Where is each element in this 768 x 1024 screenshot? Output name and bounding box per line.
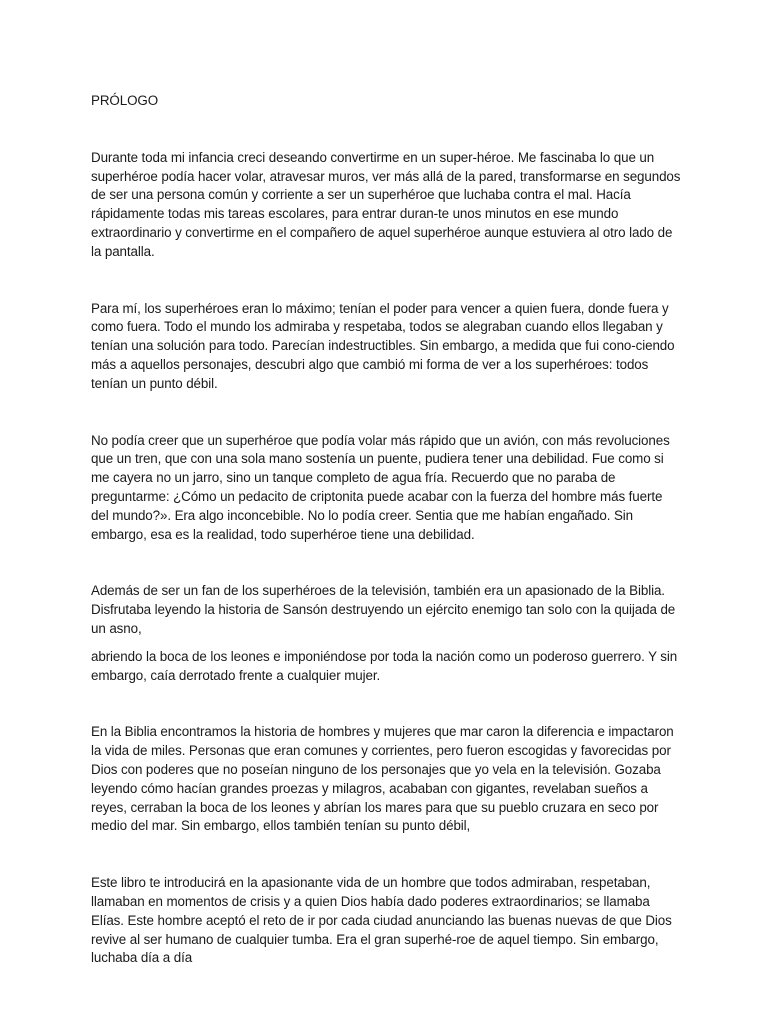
paragraph-6: En la Biblia encontramos la historia de hombres y mujeres que mar caron la diferencia e impactaron la vida de miles. Personas que eran comunes y corrientes, pero fueron escogidas y favorecidas por Dios con poderes que no poseían ninguno de los personajes que yo vela en la televisión. Gozaba leyendo cómo hacían grandes proezas y milagros, acababan con gigantes, revelaban sueños a reyes, cerraban la boca de los leones y abrían los mares para que su pueblo cruzara en seco por medio del mar. Sin embargo, ellos también tenían su punto débil, <box>91 724 674 834</box>
paragraph-3: No podía creer que un superhéroe que podía volar más rápido que un avión, con más revoluciones que un tren, que con una sola mano sostenía un puente, pudiera tener una debilidad. Fue como si me cayera no un jarro, sino un tanque completo de agua fría. Recuerdo que no paraba de preguntarme: ¿Cómo un pedacito de criptonita puede acabar con la fuerza del hombre más fuerte del mundo?». Era algo inconcebible. No lo podía creer. Sentia que me habían engañado. Sin embargo, esa es la realidad, todo superhéroe tiene una debilidad. <box>91 432 670 542</box>
paragraph-1: Durante toda mi infancia creci deseando convertirme en un super-héroe. Me fascinaba lo que un superhéroe podía hacer volar, atravesar muros, ver más allá de la pared, transformarse en segundos de ser una persona común y corriente a ser un superhéroe que luchaba contra el mal. Hacía rápidamente todas mis tareas escolares, para entrar duran-te unos minutos en ese mundo extraordinario y convertirme en el compañero de aquel superhéroe aunque estuviera al otro lado de la pantalla. <box>91 149 681 259</box>
paragraph-7: Este libro te introducirá en la apasionante vida de un hombre que todos admiraban, respetaban, llamaban en momentos de crisis y a quien Dios había dado poderes extraordinarios; se llamaba Elías. Este hombre aceptó el reto de ir por cada ciudad anunciando las buenas nuevas de que Dios revive al ser humano de cualquier tumba. Era el gran superhé-roe de aquel tiempo. Sin embargo, luchaba día a día <box>91 875 672 966</box>
page-title: PRÓLOGO <box>91 93 159 108</box>
paragraph-5: abriendo la boca de los leones e imponiéndose por toda la nación como un poderoso guerrero. Y sin embargo, caía derrotado frente a cualquier mujer. <box>91 648 678 683</box>
paragraph-2: Para mí, los superhéroes eran lo máximo; tenían el poder para vencer a quien fuera, donde fuera y como fuera. Todo el mundo los admiraba y respetaba, todos se alegraban cuando ellos llegaban y tenían una solución para todo. Parecían indestructibles. Sin embargo, a medida que fui cono-ciendo más a aquellos personajes, descubri algo que cambió mi forma de ver a los superhéroes: todos tenían un punto débil. <box>91 300 675 391</box>
paragraph-4: Además de ser un fan de los superhéroes de la televisión, también era un apasionado de la Biblia. Disfrutaba leyendo la historia de Sansón destruyendo un ejército enemigo tan solo con la quijada de un asno, <box>91 583 676 636</box>
document-body <box>91 92 681 968</box>
